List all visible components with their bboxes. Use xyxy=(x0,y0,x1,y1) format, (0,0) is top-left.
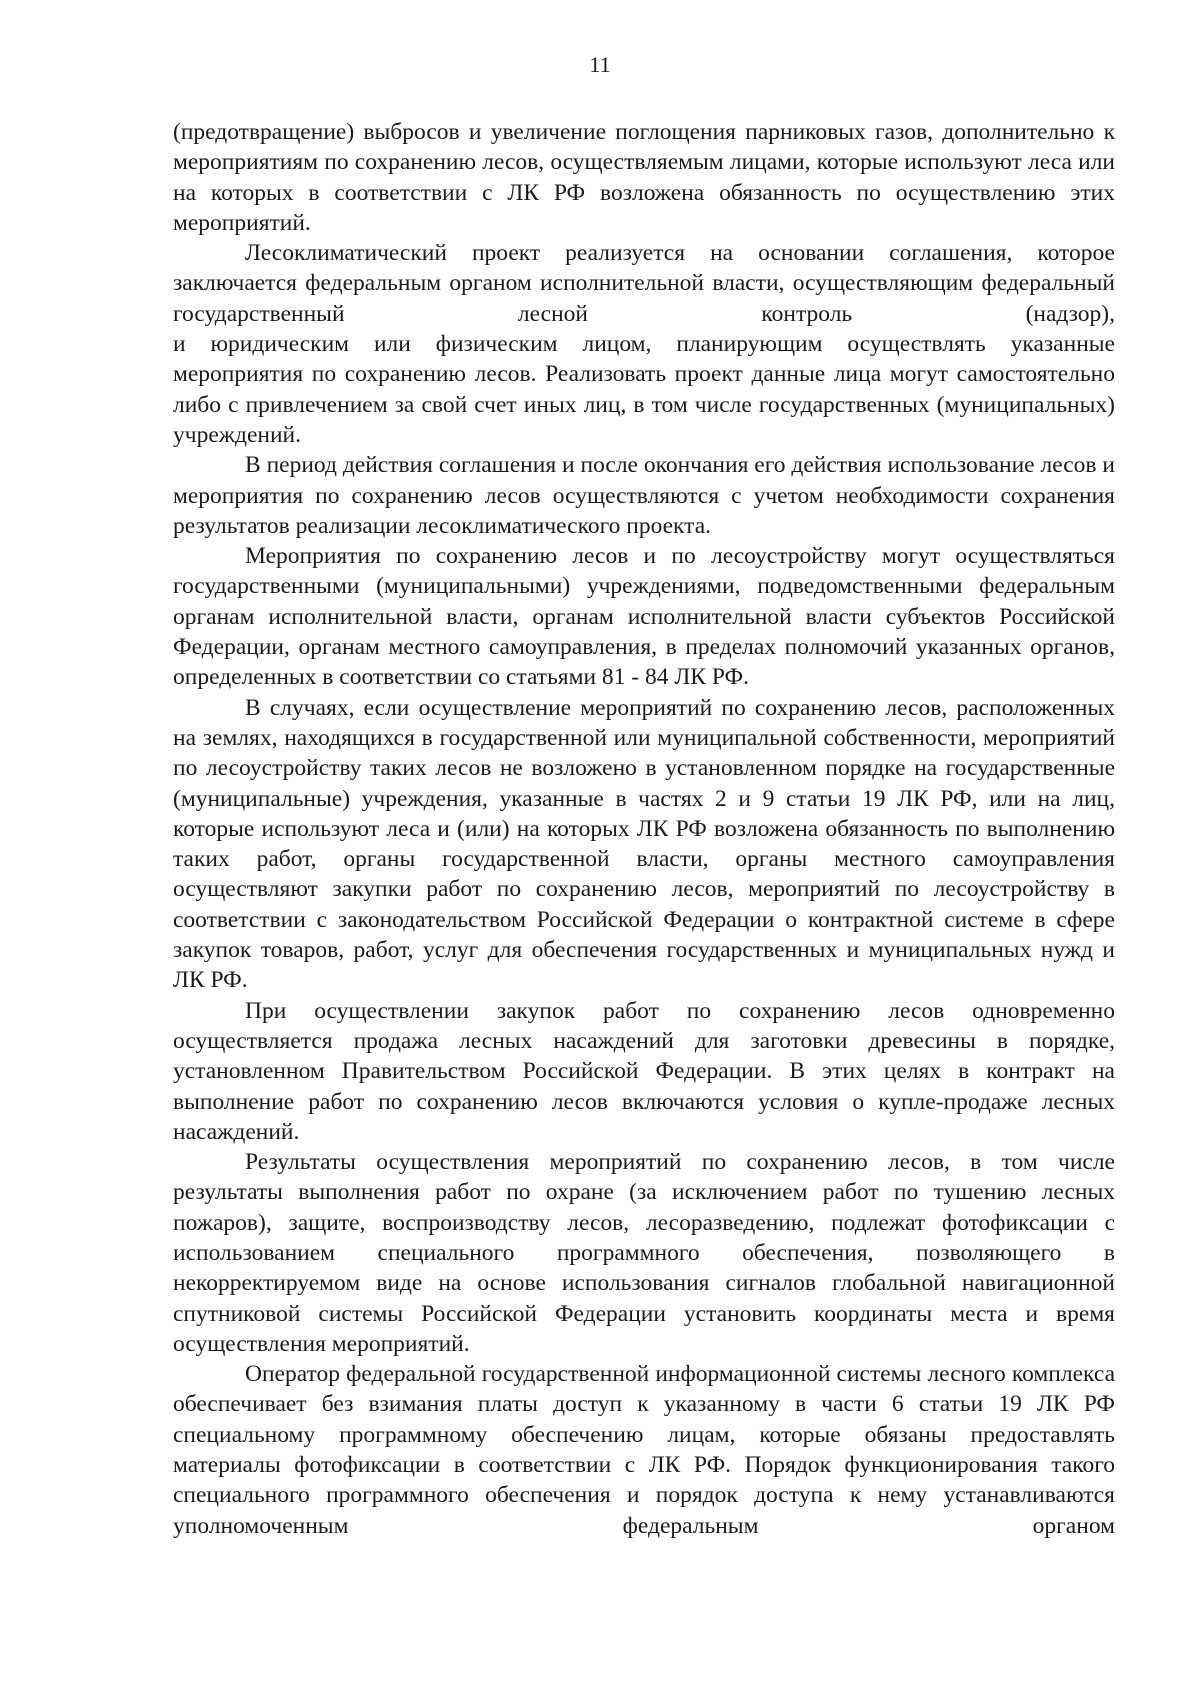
paragraph-1: (предотвращение) выбросов и увеличение поглощения парниковых газов, дополнительно к мероприятиям по сохранению лесов, осуществляемым лицами, которые используют леса или на которых в соответствии с ЛК РФ возложена обязанность по осуществлению этих мероприятий. xyxy=(173,119,1115,236)
paragraph-5: Мероприятия по сохранению лесов и по лесоустройству могут осуществляться государственными (муниципальными) учреждениями, подведомственными федеральным органам исполнительной власти, органам исполнительной власти субъектов Российской Федерации, органам местного самоуправления, в пределах полномочий указанных органов, определенных в соответствии со статьями 81 - 84 ЛК РФ. xyxy=(173,543,1115,691)
document-body xyxy=(173,117,1115,1541)
paragraph-4: В период действия соглашения и после окончания его действия использование лесов и мероприятия по сохранению лесов осуществляются с учетом необходимости сохранения результатов реализации лесоклиматического проекта. xyxy=(173,452,1115,539)
paragraph-3: и юридическим или физическим лицом, планирующим осуществлять указанные мероприятия по сохранению лесов. Реализовать проект данные лица могут самостоятельно либо с привлечением за свой счет иных лиц, в том числе государственных (муниципальных) учреждений. xyxy=(173,331,1115,448)
paragraph-6: В случаях, если осуществление мероприятий по сохранению лесов, расположенных на землях, находящихся в государственной или муниципальной собственности, мероприятий по лесоустройству таких лесов не возложено в установленном порядке на государственные (муниципальные) учреждения, указанные в частях 2 и 9 статьи 19 ЛК РФ, или на лиц, которые используют леса и (или) на которых ЛК РФ возложена обязанность по выполнению таких работ, органы государственной власти, органы местного самоуправления осуществляют закупки работ по сохранению лесов, мероприятий по лесоустройству в соответствии с законодательством Российской Федерации о контрактной системе в сфере закупок товаров, работ, услуг для обеспечения государственных и муниципальных нужд и ЛК РФ. xyxy=(173,694,1115,994)
paragraph-8: Результаты осуществления мероприятий по сохранению лесов, в том числе результаты выполнения работ по охране (за исключением работ по тушению лесных пожаров), защите, воспроизводству лесов, лесоразведению, подлежат фотофиксации с использованием специального программного обеспечения, позволяющего в некорректируемом виде на основе использования сигналов глобальной навигационной спутниковой системы Российской Федерации установить координаты места и время осуществления мероприятий. xyxy=(173,1149,1115,1357)
paragraph-7: При осуществлении закупок работ по сохранению лесов одновременно осуществляется продажа лесных насаждений для заготовки древесины в порядке, установленном Правительством Российской Федерации. В этих целях в контракт на выполнение работ по сохранению лесов включаются условия о купле-продаже лесных насаждений. xyxy=(173,997,1115,1145)
paragraph-9: Оператор федеральной государственной информационной системы лесного комплекса обеспечивает без взимания платы доступ к указанному в части 6 статьи 19 ЛК РФ специальному программному обеспечению лицам, которые обязаны предоставлять материалы фотофиксации в соответствии с ЛК РФ. Порядок функционирования такого специального программного обеспечения и порядок доступа к нему устанавливаются уполномоченным федеральным органом xyxy=(173,1361,1115,1539)
paragraph-2: Лесоклиматический проект реализуется на основании соглашения, которое заключается федеральным органом исполнительной власти, осуществляющим федеральный государственный лесной контроль (надзор), xyxy=(173,240,1115,327)
page-number: 11 xyxy=(589,52,611,77)
